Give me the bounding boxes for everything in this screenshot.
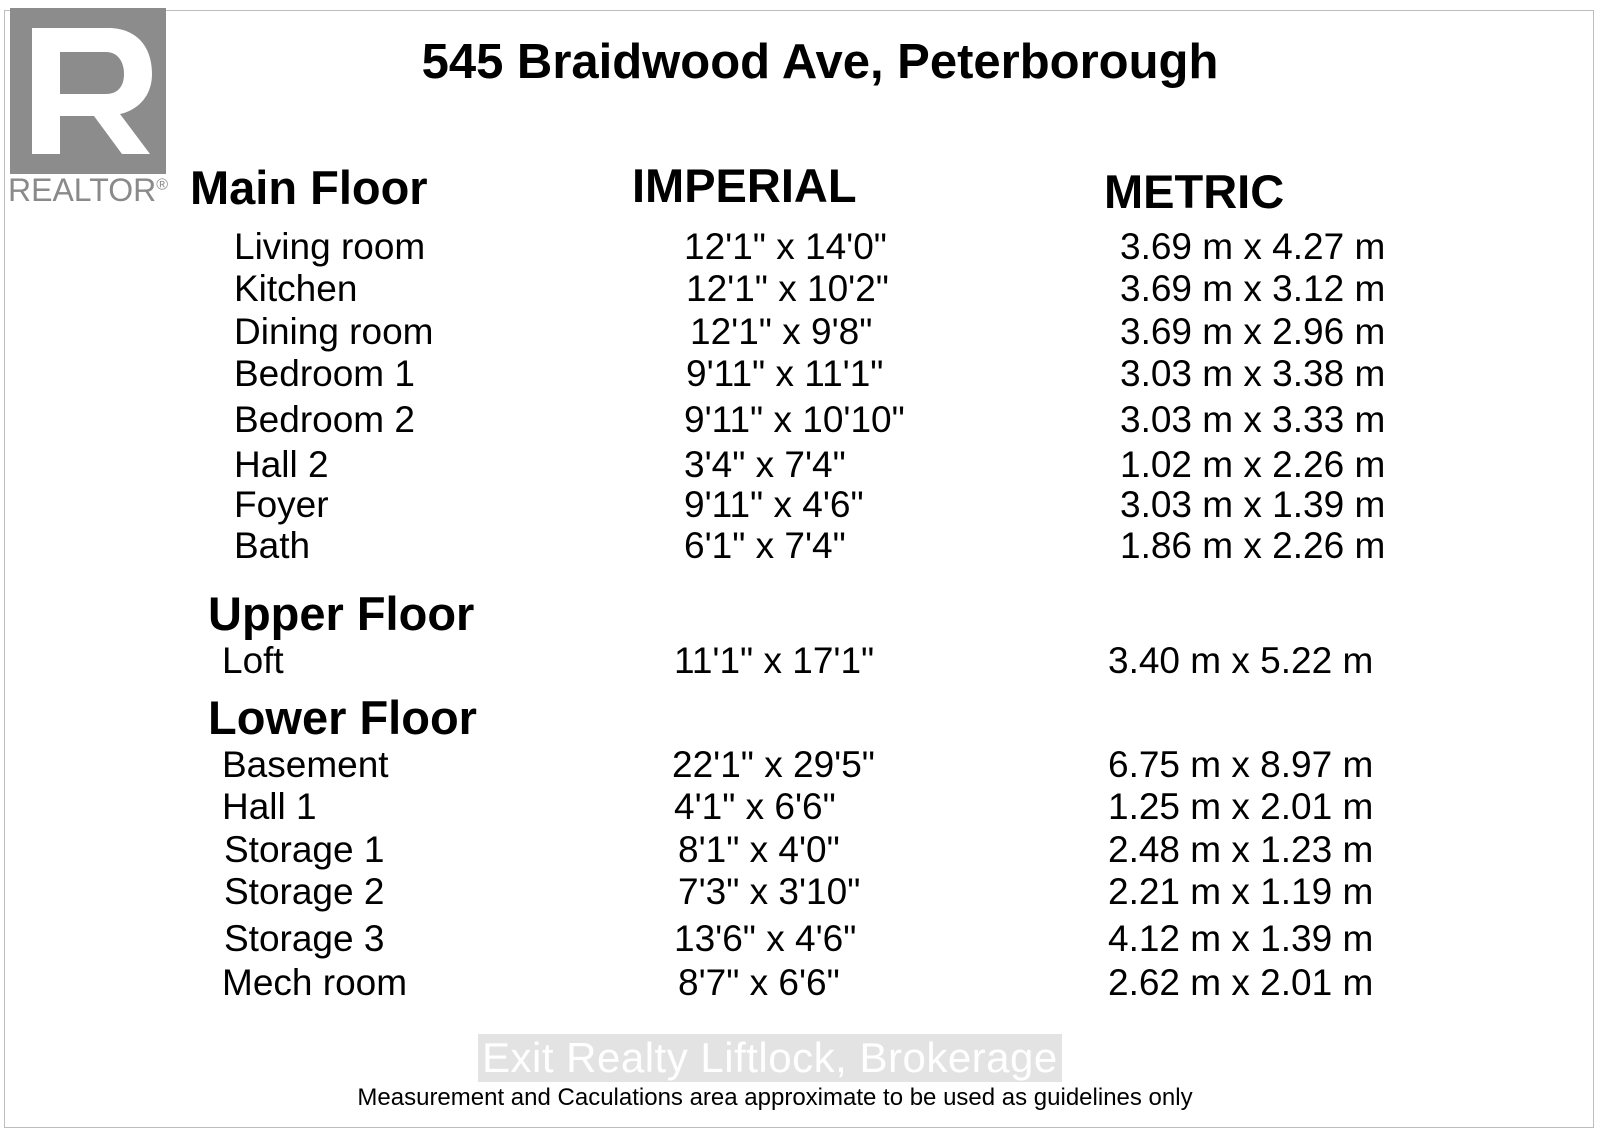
- room-name: Kitchen: [234, 268, 358, 309]
- imperial-dimensions: 11'1" x 17'1": [674, 640, 875, 681]
- main-floor-heading: Main Floor: [190, 161, 428, 214]
- imperial-dimensions: 9'11" x 11'1": [686, 353, 884, 394]
- room-name: Bedroom 1: [234, 353, 415, 394]
- metric-dimensions: 3.69 m x 3.12 m: [1120, 268, 1386, 309]
- room-name: Dining room: [234, 311, 434, 352]
- room-name: Mech room: [222, 962, 408, 1003]
- metric-column-heading: METRIC: [1104, 165, 1285, 218]
- room-name: Living room: [234, 226, 426, 267]
- upper-floor-heading: Upper Floor: [208, 587, 475, 640]
- room-name: Loft: [222, 640, 284, 681]
- room-name: Storage 1: [224, 829, 385, 870]
- room-name: Basement: [222, 744, 389, 785]
- imperial-dimensions: 22'1" x 29'5": [672, 744, 875, 785]
- imperial-dimensions: 3'4" x 7'4": [684, 444, 846, 485]
- realtor-logo-icon: [10, 8, 166, 174]
- room-name: Bath: [234, 525, 311, 566]
- room-name: Foyer: [234, 484, 329, 525]
- metric-dimensions: 1.86 m x 2.26 m: [1120, 525, 1386, 566]
- imperial-dimensions: 9'11" x 4'6": [684, 484, 864, 525]
- imperial-dimensions: 7'3" x 3'10": [678, 871, 861, 912]
- metric-dimensions: 2.48 m x 1.23 m: [1108, 829, 1374, 870]
- brokerage-watermark: Exit Realty Liftlock, Brokerage: [478, 1034, 1062, 1082]
- metric-dimensions: 3.03 m x 3.33 m: [1120, 399, 1386, 440]
- imperial-dimensions: 9'11" x 10'10": [684, 399, 905, 440]
- room-name: Storage 3: [224, 918, 385, 959]
- imperial-column-heading: IMPERIAL: [632, 159, 857, 212]
- room-name: Storage 2: [224, 871, 385, 912]
- metric-dimensions: 3.69 m x 2.96 m: [1120, 311, 1386, 352]
- realtor-wordmark: REALTOR®: [8, 172, 168, 208]
- metric-dimensions: 3.03 m x 3.38 m: [1120, 353, 1386, 394]
- imperial-dimensions: 4'1" x 6'6": [674, 786, 836, 827]
- metric-dimensions: 4.12 m x 1.39 m: [1108, 918, 1374, 959]
- disclaimer-footer: Measurement and Caculations area approximate to be used as guidelines only: [357, 1084, 1193, 1111]
- room-name: Hall 2: [234, 444, 329, 485]
- metric-dimensions: 6.75 m x 8.97 m: [1108, 744, 1374, 785]
- lower-floor-heading: Lower Floor: [208, 691, 477, 744]
- metric-dimensions: 2.21 m x 1.19 m: [1108, 871, 1374, 912]
- imperial-dimensions: 6'1" x 7'4": [684, 525, 846, 566]
- metric-dimensions: 1.02 m x 2.26 m: [1120, 444, 1386, 485]
- imperial-dimensions: 8'1" x 4'0": [678, 829, 840, 870]
- imperial-dimensions: 12'1" x 9'8": [690, 311, 873, 352]
- metric-dimensions: 3.69 m x 4.27 m: [1120, 226, 1386, 267]
- imperial-dimensions: 13'6" x 4'6": [674, 918, 857, 959]
- metric-dimensions: 3.40 m x 5.22 m: [1108, 640, 1374, 681]
- imperial-dimensions: 12'1" x 14'0": [684, 226, 887, 267]
- room-name: Bedroom 2: [234, 399, 415, 440]
- page-title: 545 Braidwood Ave, Peterborough: [421, 35, 1219, 89]
- metric-dimensions: 1.25 m x 2.01 m: [1108, 786, 1374, 827]
- imperial-dimensions: 12'1" x 10'2": [686, 268, 889, 309]
- room-name: Hall 1: [222, 786, 317, 827]
- imperial-dimensions: 8'7" x 6'6": [678, 962, 840, 1003]
- metric-dimensions: 3.03 m x 1.39 m: [1120, 484, 1386, 525]
- metric-dimensions: 2.62 m x 2.01 m: [1108, 962, 1374, 1003]
